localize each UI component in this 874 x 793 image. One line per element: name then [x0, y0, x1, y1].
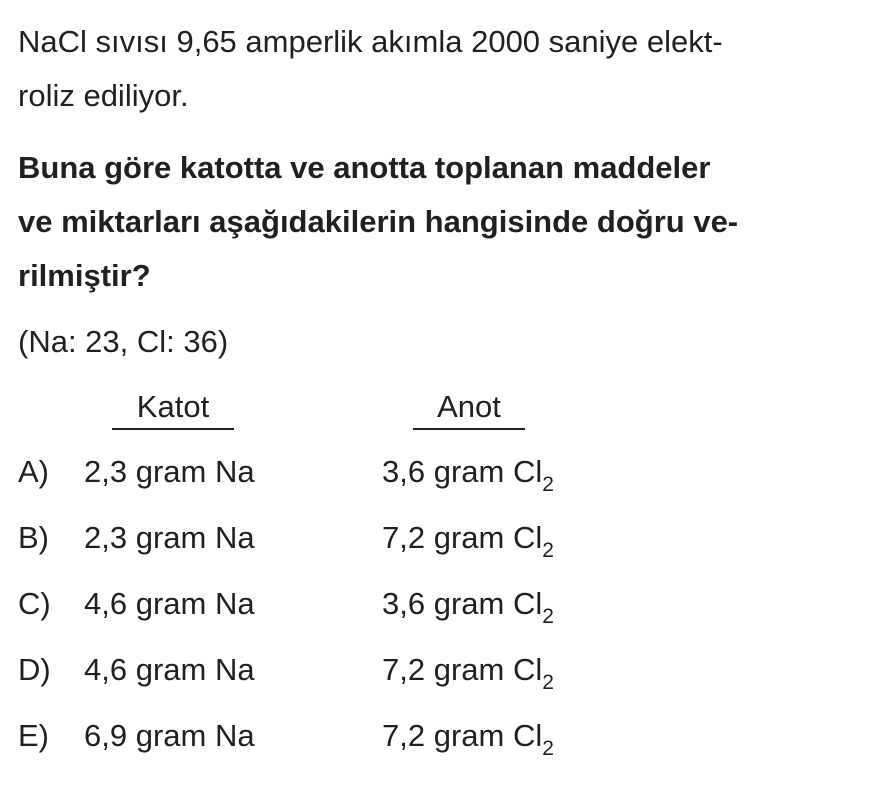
- question-line-2: ve miktarları aşağıdakilerin hangisinde doğru ve-: [18, 204, 739, 239]
- option-anot-text: 7,2 gram Cl: [382, 718, 543, 753]
- option-anot-subscript: 2: [542, 605, 554, 628]
- option-b[interactable]: [0, 522, 874, 562]
- column-header-katot-underline: [112, 428, 234, 430]
- option-anot-text: 7,2 gram Cl: [382, 520, 543, 555]
- column-header-anot-underline: [413, 428, 525, 430]
- option-katot-value: 4,6 gram Na: [84, 586, 255, 621]
- option-anot-value: [382, 652, 554, 694]
- column-header-anot-label: Anot: [437, 389, 501, 424]
- stem-line-2: roliz ediliyor.: [18, 78, 189, 113]
- option-anot-subscript: 2: [542, 539, 554, 562]
- option-anot-value: [382, 520, 554, 562]
- option-letter: B): [18, 520, 49, 555]
- option-anot-subscript: 2: [542, 671, 554, 694]
- given-atomic-masses: (Na: 23, Cl: 36): [18, 324, 229, 359]
- stem-line-1: NaCl sıvısı 9,65 amperlik akımla 2000 saniye elekt-: [18, 24, 723, 59]
- option-anot-value: [382, 586, 554, 628]
- option-anot-subscript: 2: [542, 473, 554, 496]
- column-header-katot: [112, 391, 234, 422]
- option-anot-subscript: 2: [542, 737, 554, 760]
- option-e[interactable]: [0, 720, 874, 760]
- option-letter: C): [18, 586, 51, 621]
- option-katot-value: 4,6 gram Na: [84, 652, 255, 687]
- option-katot-value: 6,9 gram Na: [84, 718, 255, 753]
- option-anot-value: [382, 718, 554, 760]
- column-header-katot-label: Katot: [136, 389, 210, 424]
- question-line-1: Buna göre katotta ve anotta toplanan maddeler: [18, 150, 711, 185]
- option-katot-value: 2,3 gram Na: [84, 520, 255, 555]
- question-line-3: rilmiştir?: [18, 258, 151, 293]
- option-letter: D): [18, 652, 51, 687]
- option-anot-text: 3,6 gram Cl: [382, 454, 543, 489]
- option-letter: E): [18, 718, 49, 753]
- option-anot-value: [382, 454, 554, 496]
- option-d[interactable]: [0, 654, 874, 694]
- option-letter: A): [18, 454, 49, 489]
- option-a[interactable]: [0, 456, 874, 496]
- option-anot-text: 3,6 gram Cl: [382, 586, 543, 621]
- option-anot-text: 7,2 gram Cl: [382, 652, 543, 687]
- option-c[interactable]: [0, 588, 874, 628]
- column-header-anot: [413, 391, 525, 422]
- option-katot-value: 2,3 gram Na: [84, 454, 255, 489]
